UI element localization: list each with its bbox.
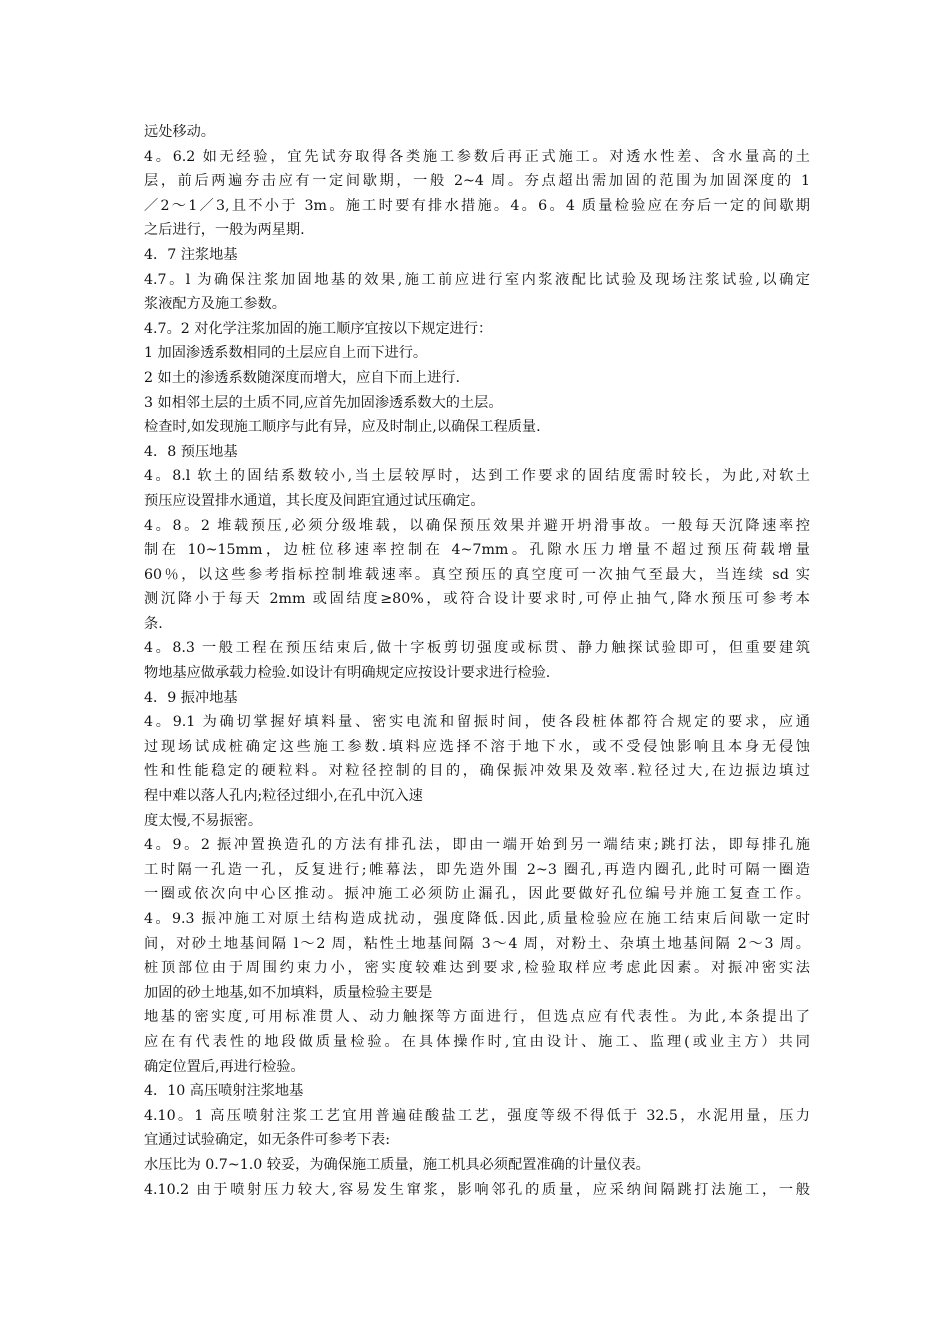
text-line: 制在 10~15mm，边桩位移速率控制在 4~7mm。孔隙水压力增量不超过预压荷载增量 bbox=[144, 542, 810, 559]
text-line: 4.7。l 为确保注浆加固地基的效果,施工前应进行室内浆液配比试验及现场注浆试验,以确定 bbox=[144, 271, 810, 288]
text-line: 1 加固渗透系数相同的土层应自上而下进行。 bbox=[144, 345, 428, 362]
text-line: 4．9 振冲地基 bbox=[144, 689, 238, 706]
text-line: 宜通过试验确定，如无条件可参考下表: bbox=[144, 1132, 390, 1149]
text-line: 4。6.2 如无经验，宜先试夯取得各类施工参数后再正式施工。对透水性差、含水量高的土 bbox=[144, 148, 810, 165]
text-line: 4。8.l 软土的固结系数较小,当土层较厚时，达到工作要求的固结度需时较长，为此,对软土 bbox=[144, 468, 810, 485]
text-line: 条. bbox=[144, 615, 163, 632]
text-line: 60％，以这些参考指标控制堆载速率。真空预压的真空度可一次抽气至最大，当连续 sd 实 bbox=[144, 566, 810, 583]
text-line: 地基的密实度,可用标准贯人、动力触探等方面进行，但选点应有代表性。为此,本条提出了 bbox=[144, 1009, 810, 1026]
document-body bbox=[144, 120, 810, 1202]
text-line: 之后进行，一般为两星期. bbox=[144, 222, 305, 239]
text-line: 性和性能稳定的硬粒料。对粒径控制的目的，确保振冲效果及效率.粒径过大,在边振边填过 bbox=[144, 763, 810, 780]
text-line: 2 如土的渗透系数随深度而增大，应自下而上进行. bbox=[144, 369, 460, 386]
text-line: 4。9.1 为确切掌握好填料量、密实电流和留振时间，使各段桩体都符合规定的要求，应通 bbox=[144, 714, 810, 731]
text-line: 4.10.2 由于喷射压力较大,容易发生窜浆，影响邻孔的质量，应采纳间隔跳打法施工，一般 bbox=[144, 1181, 810, 1198]
text-line: 程中难以落人孔内;粒径过细小,在孔中沉入速 bbox=[144, 788, 423, 805]
text-line: 物地基应做承载力检验.如设计有明确规定应按设计要求进行检验. bbox=[144, 665, 551, 682]
text-line: 过现场试成桩确定这些施工参数.填料应选择不溶于地下水，或不受侵蚀影响且本身无侵蚀 bbox=[144, 738, 810, 755]
text-line: 度太慢,不易振密。 bbox=[144, 812, 263, 829]
text-line: 水压比为 0.7~1.0 较妥，为确保施工质量，施工机具必须配置准确的计量仪表。 bbox=[144, 1156, 650, 1173]
text-line: 一圈或依次向中心区推动。振冲施工必须防止漏孔，因此要做好孔位编号并施工复查工作。 bbox=[144, 886, 810, 903]
text-line: 4．8 预压地基 bbox=[144, 443, 238, 460]
text-line: 桩顶部位由于周围约束力小，密实度较难达到要求,检验取样应考虑此因素。对振冲密实法 bbox=[144, 960, 810, 977]
text-line: 4。8。2 堆载预压,必须分级堆载，以确保预压效果并避开坍滑事故。一般每天沉降速率控 bbox=[144, 517, 810, 534]
text-line: 工时隔一孔造一孔，反复进行;帷幕法，即先造外围 2~3 圈孔,再造内圈孔,此时可隔一圈造 bbox=[144, 861, 810, 878]
text-line: 4。8.3 一般工程在预压结束后,做十字板剪切强度或标贯、静力触探试验即可，但重要建筑 bbox=[144, 640, 810, 657]
text-line: 加固的砂土地基,如不加填料，质量检验主要是 bbox=[144, 984, 433, 1001]
text-line: 4.10。1 高压喷射注浆工艺宜用普遍硅酸盐工艺，强度等级不得低于 32.5，水泥用量，压力 bbox=[144, 1107, 810, 1124]
text-line: 4。9。2 振冲置换造孔的方法有排孔法，即由一端开始到另一端结束;跳打法，即每排孔施 bbox=[144, 837, 810, 854]
text-line: 3 如相邻土层的土质不同,应首先加固渗透系数大的土层。 bbox=[144, 394, 503, 411]
text-line: 应在有代表性的地段做质量检验。在具体操作时,宜由设计、施工、监理(或业主方）共同 bbox=[144, 1033, 810, 1050]
text-line: 4．7 注浆地基 bbox=[144, 246, 238, 263]
text-line: 层，前后两遍夯击应有一定间歇期，一般 2~4 周。夯点超出需加固的范围为加固深度的 1 bbox=[144, 173, 810, 190]
text-line: 远处移动。 bbox=[144, 124, 215, 140]
text-line: 测沉降小于每天 2mm 或固结度≥80%，或符合设计要求时,可停止抽气,降水预压可参考本 bbox=[144, 591, 810, 608]
text-line: 确定位置后,再进行检验。 bbox=[144, 1058, 305, 1075]
text-line: 检查时,如发现施工顺序与此有异，应及时制止,以确保工程质量. bbox=[144, 419, 541, 436]
text-line: 浆液配方及施工参数。 bbox=[144, 296, 286, 313]
text-line: 4。9.3 振冲施工对原土结构造成扰动，强度降低.因此,质量检验应在施工结束后间歇一定时 bbox=[144, 911, 810, 927]
text-line: 间，对砂土地基间隔 l～2 周，粘性土地基间隔 3～4 周，对粉土、杂填土地基间隔 2～3 周。 bbox=[144, 935, 810, 952]
text-line: ／2～1／3,且不小于 3m。施工时要有排水措施。4。6。4 质量检验应在夯后一定的间歇期 bbox=[144, 197, 810, 214]
text-line: 预压应设置排水通道，其长度及间距宜通过试压确定。 bbox=[144, 492, 485, 509]
text-line: 4．10 高压喷射注浆地基 bbox=[144, 1083, 304, 1100]
text-line: 4.7。2 对化学注浆加固的施工顺序宜按以下规定进行： bbox=[144, 320, 493, 337]
